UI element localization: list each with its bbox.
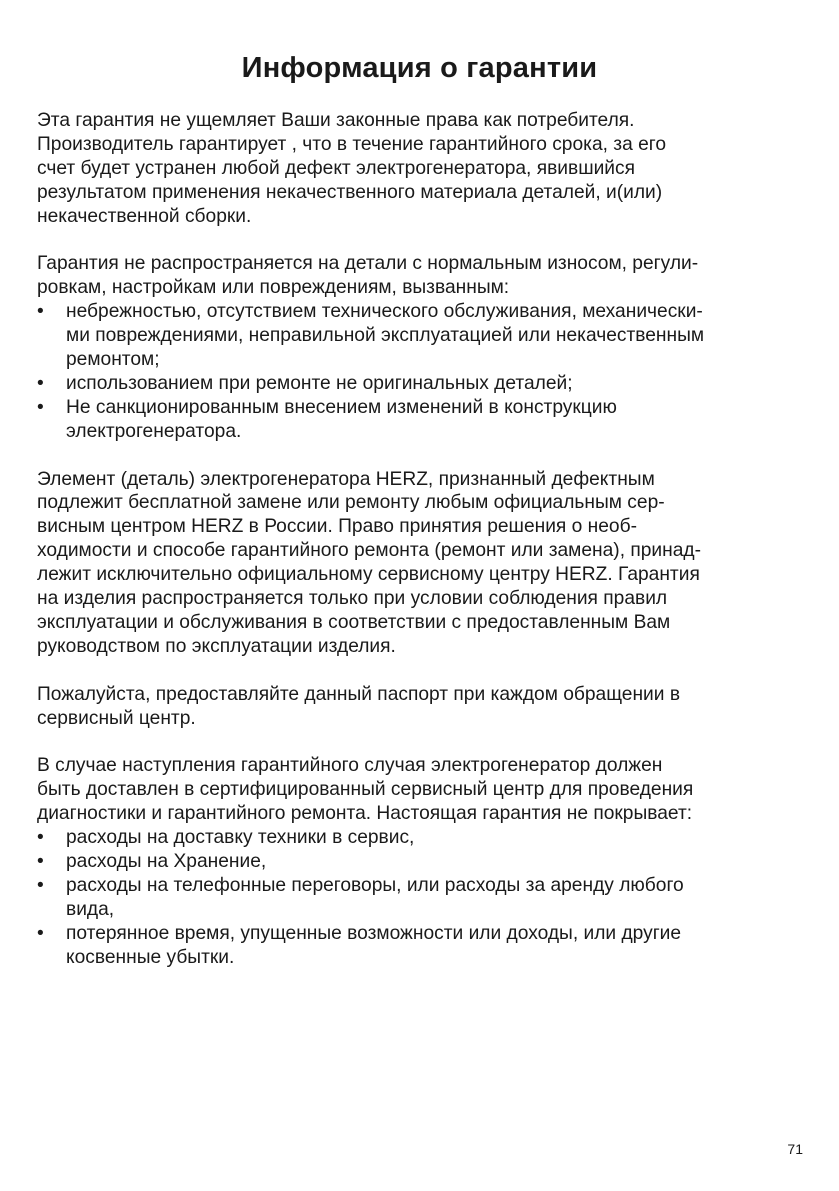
text-line: расходы на Хранение,: [66, 851, 267, 873]
page-title: Информация о гарантии: [241, 52, 598, 84]
paragraph-replacement: [37, 468, 807, 659]
text-line: использованием при ремонте не оригинальных деталей;: [66, 372, 573, 394]
paragraph-intro: [37, 109, 807, 229]
text-line: В случае наступления гарантийного случая электрогенератор должен: [37, 755, 663, 777]
paragraph-exclusions-intro: [37, 252, 807, 300]
bullet-icon: •: [37, 827, 44, 849]
text-line: лежит исключительно официальному сервисному центру HERZ. Гарантия: [37, 564, 700, 586]
text-line: ремонтом;: [66, 349, 160, 371]
paragraph-passport: [37, 683, 807, 731]
text-line: результатом применения некачественного материала деталей, и(или): [37, 181, 663, 203]
text-line: ровкам, настройкам или повреждениям, вызванным:: [37, 277, 510, 299]
text-line: Не санкционированным внесением изменений в конструкцию: [66, 396, 617, 418]
paragraph-warranty-case: [37, 754, 807, 826]
text-line: расходы на доставку техники в сервис,: [66, 827, 415, 849]
text-line: Пожалуйста, предоставляйте данный паспорт при каждом обращении в: [37, 683, 681, 705]
text-line: некачественной сборки.: [37, 205, 252, 227]
text-line: электрогенератора.: [66, 420, 242, 442]
text-line: потерянное время, упущенные возможности или доходы, или другие: [66, 922, 682, 944]
text-line: руководством по эксплуатации изделия.: [37, 635, 396, 657]
text-line: Элемент (деталь) электрогенератора HERZ, признанный дефектным: [37, 468, 655, 490]
page-content: [37, 109, 807, 970]
text-line: эксплуатации и обслуживания в соответствии с предоставленным Вам: [37, 612, 671, 633]
list-item: [37, 372, 807, 396]
bullet-icon: •: [37, 396, 44, 418]
text-line: сервисный центр.: [37, 707, 196, 729]
list-item: [37, 850, 807, 874]
list-item: [37, 396, 807, 444]
bullet-icon: •: [37, 851, 44, 873]
text-line: счет будет устранен любой дефект электрогенератора, явившийся: [37, 157, 636, 179]
bullet-icon: •: [37, 301, 44, 323]
exclusions-list: [37, 300, 807, 443]
text-line: расходы на телефонные переговоры, или расходы за аренду любого: [66, 874, 684, 896]
text-line: быть доставлен в сертифицированный сервисный центр для проведения: [37, 779, 694, 801]
text-line: Эта гарантия не ущемляет Ваши законные права как потребителя.: [37, 110, 635, 131]
text-line: висным центром HERZ в России. Право принятия решения о необ-: [37, 516, 637, 538]
list-item: [37, 874, 807, 922]
text-line: ми повреждениями, неправильной эксплуатацией или некачественным: [66, 325, 705, 347]
text-line: на изделия распространяется только при условии соблюдения правил: [37, 588, 668, 610]
list-item: [37, 826, 807, 850]
text-line: диагностики и гарантийного ремонта. Настоящая гарантия не покрывает:: [37, 803, 693, 825]
text-line: косвенные убытки.: [66, 946, 235, 968]
text-line: Гарантия не распространяется на детали с нормальным износом, регули-: [37, 253, 699, 275]
list-item: [37, 922, 807, 970]
list-item: [37, 300, 807, 372]
text-line: небрежностью, отсутствием технического обслуживания, механически-: [66, 301, 703, 323]
text-line: подлежит бесплатной замене или ремонту любым официальным сер-: [37, 492, 665, 514]
text-line: Производитель гарантирует , что в течение гарантийного срока, за его: [37, 133, 667, 155]
bullet-icon: •: [37, 874, 44, 896]
bullet-icon: •: [37, 922, 44, 944]
text-line: вида,: [66, 898, 115, 920]
text-line: ходимости и способе гарантийного ремонта (ремонт или замена), принад-: [37, 540, 701, 562]
not-covered-list: [37, 826, 807, 969]
page-number: 71: [787, 1141, 803, 1157]
bullet-icon: •: [37, 372, 44, 394]
